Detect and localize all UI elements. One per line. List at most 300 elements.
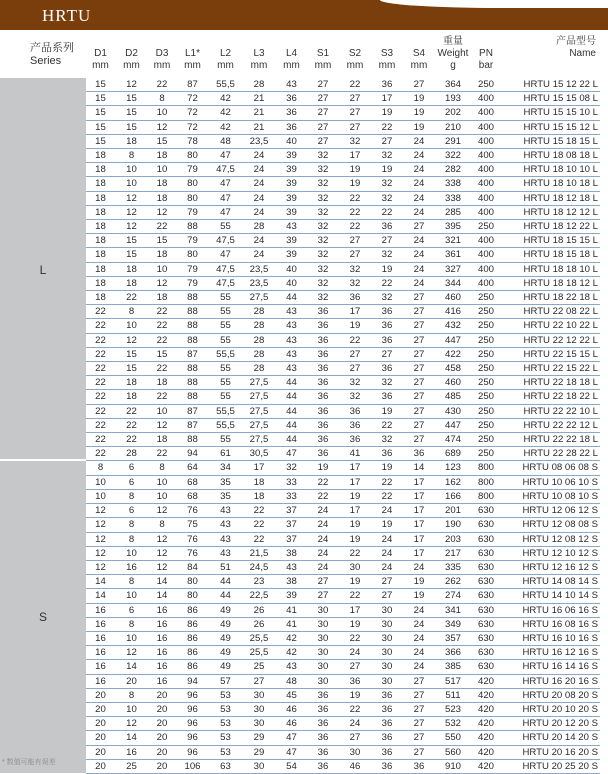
table-cell: 88 — [176, 390, 209, 404]
column-header-unit: bar — [478, 60, 494, 71]
table-cell: 17 — [339, 603, 371, 617]
table-cell: 39 — [276, 149, 307, 163]
table-cell: 79 — [176, 276, 209, 290]
table-cell: 8 — [115, 575, 148, 589]
table-cell: 32 — [339, 276, 371, 290]
footer-note: * 数值可能有误差 — [2, 759, 56, 766]
table-cell: 24 — [307, 560, 339, 574]
table-cell: 28 — [242, 78, 276, 92]
table-cell: 36 — [371, 78, 403, 92]
table-cell: 43 — [209, 532, 242, 546]
table-cell: 55 — [209, 333, 242, 347]
table-cell: 400 — [471, 205, 501, 219]
table-row — [86, 319, 600, 333]
table-cell: 55,5 — [209, 418, 242, 432]
table-cell: 24,5 — [242, 560, 276, 574]
product-name-cell: HRTU 16 20 16 S — [501, 674, 600, 688]
table-cell: 30 — [307, 660, 339, 674]
product-name-cell: HRTU 18 08 18 L — [501, 149, 600, 163]
table-cell: 28 — [242, 305, 276, 319]
table-cell: 18 — [86, 248, 115, 262]
table-cell: 36 — [371, 745, 403, 759]
table-cell: 86 — [176, 603, 209, 617]
table-cell: 27 — [403, 362, 435, 376]
table-cell: 43 — [276, 220, 307, 234]
table-cell: 17 — [403, 546, 435, 560]
table-cell: 76 — [176, 532, 209, 546]
table-cell: 88 — [176, 305, 209, 319]
table-cell: 27 — [307, 78, 339, 92]
table-row — [86, 589, 600, 603]
product-name-cell: HRTU 18 10 18 L — [501, 177, 600, 191]
table-cell: 32 — [371, 248, 403, 262]
table-cell: 86 — [176, 646, 209, 660]
table-cell: 37 — [276, 504, 307, 518]
table-cell: 80 — [176, 248, 209, 262]
table-cell: 19 — [339, 163, 371, 177]
table-cell: 47,5 — [209, 276, 242, 290]
table-cell: 285 — [435, 205, 471, 219]
table-cell: 6 — [115, 504, 148, 518]
table-cell: 30 — [242, 702, 276, 716]
table-cell: 15 — [86, 92, 115, 106]
table-cell: 22 — [339, 205, 371, 219]
table-cell: 28 — [242, 319, 276, 333]
table-cell: 10 — [148, 106, 176, 120]
product-name-cell: HRTU 12 06 12 S — [501, 504, 600, 518]
table-cell: 29 — [242, 745, 276, 759]
table-cell: 72 — [176, 120, 209, 134]
table-cell: 22 — [86, 333, 115, 347]
table-cell: 10 — [115, 319, 148, 333]
table-cell: 24 — [242, 163, 276, 177]
table-cell: 20 — [86, 731, 115, 745]
table-cell: 12 — [86, 518, 115, 532]
table-cell: 22 — [86, 319, 115, 333]
table-cell: 17 — [339, 461, 371, 475]
table-row — [86, 475, 600, 489]
table-cell: 18 — [115, 390, 148, 404]
table-cell: 17 — [371, 92, 403, 106]
table-row — [86, 532, 600, 546]
table-cell: 49 — [209, 660, 242, 674]
table-cell: 10 — [86, 475, 115, 489]
table-cell: 15 — [115, 106, 148, 120]
table-cell: 630 — [471, 575, 501, 589]
table-cell: 12 — [115, 333, 148, 347]
table-cell: 35 — [209, 489, 242, 503]
table-cell: 8 — [115, 518, 148, 532]
table-cell: 420 — [471, 731, 501, 745]
table-cell: 123 — [435, 461, 471, 475]
table-cell: 19 — [371, 106, 403, 120]
table-cell: 349 — [435, 617, 471, 631]
table-cell: 16 — [86, 646, 115, 660]
table-cell: 14 — [148, 589, 176, 603]
product-name-cell: HRTU 20 25 20 S — [501, 759, 600, 773]
table-cell: 64 — [176, 461, 209, 475]
table-cell: 689 — [435, 447, 471, 461]
table-cell: 44 — [276, 433, 307, 447]
table-cell: 27 — [307, 120, 339, 134]
table-row — [86, 362, 600, 376]
column-header-unit: mm — [92, 60, 109, 71]
table-cell: 27,5 — [242, 433, 276, 447]
table-cell: 511 — [435, 688, 471, 702]
table-cell: 420 — [471, 759, 501, 773]
column-header-label: D3 — [155, 48, 169, 59]
table-cell: 37 — [276, 518, 307, 532]
table-cell: 39 — [276, 205, 307, 219]
table-cell: 36 — [276, 106, 307, 120]
table-cell: 460 — [435, 376, 471, 390]
table-row — [86, 92, 600, 106]
table-cell: 21 — [242, 120, 276, 134]
table-cell: 43 — [276, 347, 307, 361]
table-cell: 30 — [242, 688, 276, 702]
table-cell: 36 — [371, 759, 403, 773]
product-name-cell: HRTU 22 22 18 L — [501, 433, 600, 447]
table-cell: 250 — [471, 305, 501, 319]
table-cell: 47 — [276, 447, 307, 461]
table-cell: 22 — [115, 291, 148, 305]
table-cell: 12 — [148, 546, 176, 560]
product-name-cell: HRTU 22 10 22 L — [501, 319, 600, 333]
table-cell: 80 — [176, 575, 209, 589]
table-cell: 44 — [209, 575, 242, 589]
table-cell: 24 — [242, 191, 276, 205]
table-cell: 12 — [115, 205, 148, 219]
table-cell: 27 — [403, 78, 435, 92]
table-cell: 47,5 — [209, 262, 242, 276]
product-name-cell: HRTU 22 28 22 L — [501, 447, 600, 461]
table-cell: 800 — [471, 461, 501, 475]
product-name-cell: HRTU 18 15 18 L — [501, 248, 600, 262]
product-name-cell: HRTU 18 15 15 L — [501, 234, 600, 248]
product-name-cell: HRTU 16 06 16 S — [501, 603, 600, 617]
table-row — [86, 702, 600, 716]
table-cell: 36 — [307, 433, 339, 447]
table-cell: 18 — [86, 234, 115, 248]
table-cell: 12 — [86, 560, 115, 574]
table-cell: 10 — [115, 631, 148, 645]
table-row — [86, 248, 600, 262]
table-cell: 6 — [115, 475, 148, 489]
column-header-top — [115, 36, 148, 48]
table-cell: 30 — [339, 560, 371, 574]
table-cell: 32 — [371, 191, 403, 205]
table-cell: 12 — [148, 276, 176, 290]
table-cell: 20 — [148, 688, 176, 702]
table-cell: 8 — [115, 688, 148, 702]
table-cell: 39 — [276, 191, 307, 205]
table-cell: 19 — [339, 575, 371, 589]
table-cell: 8 — [115, 617, 148, 631]
product-name-cell: HRTU 22 18 18 L — [501, 376, 600, 390]
table-cell: 430 — [435, 404, 471, 418]
table-cell: 36 — [307, 745, 339, 759]
table-cell: 75 — [176, 518, 209, 532]
table-cell: 28 — [242, 333, 276, 347]
table-cell: 6 — [115, 603, 148, 617]
table-cell: 24 — [307, 504, 339, 518]
table-cell: 27 — [371, 575, 403, 589]
table-cell: 88 — [176, 220, 209, 234]
table-cell: 12 — [115, 78, 148, 92]
table-cell: 30 — [371, 660, 403, 674]
table-cell: 24 — [403, 163, 435, 177]
table-cell: 24 — [403, 134, 435, 148]
table-cell: 27 — [403, 376, 435, 390]
table-cell: 20 — [115, 674, 148, 688]
table-cell: 55,5 — [209, 347, 242, 361]
column-header — [339, 36, 371, 82]
table-cell: 20 — [86, 688, 115, 702]
table-cell: 44 — [276, 291, 307, 305]
table-cell: 36 — [307, 731, 339, 745]
table-cell: 203 — [435, 532, 471, 546]
table-row — [86, 646, 600, 660]
table-cell: 22 — [148, 220, 176, 234]
column-header — [86, 36, 115, 82]
table-cell: 43 — [276, 362, 307, 376]
table-cell: 36 — [276, 120, 307, 134]
product-name-cell: HRTU 22 15 15 L — [501, 347, 600, 361]
table-cell: 22 — [242, 518, 276, 532]
table-cell: 22 — [148, 305, 176, 319]
table-cell: 36 — [307, 759, 339, 773]
table-cell: 21,5 — [242, 546, 276, 560]
table-cell: 27 — [339, 234, 371, 248]
table-cell: 420 — [471, 702, 501, 716]
table-cell: 22 — [339, 631, 371, 645]
column-header-top: 重量 — [443, 36, 463, 47]
table-cell: 10 — [148, 489, 176, 503]
table-cell: 49 — [209, 603, 242, 617]
product-name-cell: HRTU 20 14 20 S — [501, 731, 600, 745]
table-cell: 10 — [148, 404, 176, 418]
table-cell: 96 — [176, 717, 209, 731]
table-cell: 630 — [471, 546, 501, 560]
table-cell: 630 — [471, 660, 501, 674]
table-cell: 48 — [276, 674, 307, 688]
table-cell: 40 — [276, 262, 307, 276]
table-cell: 32 — [339, 134, 371, 148]
table-cell: 22 — [339, 78, 371, 92]
table-cell: 422 — [435, 347, 471, 361]
table-cell: 36 — [276, 92, 307, 106]
table-cell: 55 — [209, 319, 242, 333]
table-cell: 366 — [435, 646, 471, 660]
table-cell: 42 — [276, 631, 307, 645]
table-row — [86, 504, 600, 518]
table-cell: 72 — [176, 92, 209, 106]
table-cell: 630 — [471, 646, 501, 660]
table-cell: 416 — [435, 305, 471, 319]
table-cell: 32 — [339, 376, 371, 390]
table-cell: 24 — [403, 205, 435, 219]
table-cell: 24 — [339, 646, 371, 660]
table-cell: 16 — [148, 646, 176, 660]
table-row — [86, 120, 600, 134]
table-cell: 400 — [471, 149, 501, 163]
table-cell: 24 — [403, 631, 435, 645]
table-cell: 19 — [339, 688, 371, 702]
table-cell: 250 — [471, 319, 501, 333]
table-cell: 32 — [307, 220, 339, 234]
product-name-cell: HRTU 15 12 22 L — [501, 78, 600, 92]
table-cell: 10 — [86, 489, 115, 503]
table-cell: 36 — [339, 674, 371, 688]
column-header-unit: mm — [378, 60, 396, 71]
table-cell: 30 — [307, 617, 339, 631]
table-cell: 202 — [435, 106, 471, 120]
table-cell: 800 — [471, 489, 501, 503]
table-cell: 22 — [339, 589, 371, 603]
table-cell: 21 — [242, 106, 276, 120]
table-row — [86, 134, 600, 148]
table-cell: 88 — [176, 362, 209, 376]
table-cell: 32 — [307, 205, 339, 219]
table-cell: 335 — [435, 560, 471, 574]
column-header-label: D1 — [94, 48, 107, 59]
table-cell: 27 — [242, 674, 276, 688]
table-cell: 25,5 — [242, 631, 276, 645]
table-cell: 47 — [276, 745, 307, 759]
product-name-cell: HRTU 20 12 20 S — [501, 717, 600, 731]
table-cell: 18 — [86, 177, 115, 191]
table-cell: 24 — [307, 518, 339, 532]
product-table — [86, 78, 600, 774]
table-row — [86, 291, 600, 305]
table-cell: 25 — [115, 759, 148, 773]
table-cell: 47 — [209, 177, 242, 191]
table-cell: 19 — [403, 92, 435, 106]
table-cell: 27 — [403, 731, 435, 745]
table-cell: 36 — [307, 305, 339, 319]
table-cell: 27 — [307, 106, 339, 120]
table-cell: 29 — [242, 731, 276, 745]
table-cell: 400 — [471, 276, 501, 290]
table-cell: 79 — [176, 262, 209, 276]
table-cell: 40 — [276, 276, 307, 290]
table-cell: 43 — [276, 319, 307, 333]
table-cell: 400 — [471, 92, 501, 106]
column-header-top — [242, 36, 276, 48]
table-cell: 47,5 — [209, 163, 242, 177]
table-row — [86, 518, 600, 532]
table-cell: 41 — [276, 617, 307, 631]
table-cell: 32 — [307, 262, 339, 276]
table-cell: 250 — [471, 418, 501, 432]
table-cell: 43 — [209, 504, 242, 518]
table-cell: 88 — [176, 319, 209, 333]
column-header-top — [276, 36, 307, 48]
table-cell: 15 — [148, 134, 176, 148]
table-cell: 47 — [276, 731, 307, 745]
table-cell: 10 — [148, 475, 176, 489]
table-cell: 49 — [209, 646, 242, 660]
table-cell: 27 — [403, 333, 435, 347]
column-header-label: L3 — [253, 48, 265, 59]
table-cell: 250 — [471, 291, 501, 305]
table-cell: 630 — [471, 631, 501, 645]
table-cell: 27 — [339, 362, 371, 376]
table-cell: 630 — [471, 532, 501, 546]
table-cell: 27 — [403, 220, 435, 234]
table-cell: 36 — [371, 717, 403, 731]
table-cell: 32 — [307, 163, 339, 177]
table-cell: 80 — [176, 177, 209, 191]
table-cell: 36 — [371, 305, 403, 319]
table-cell: 10 — [148, 163, 176, 177]
column-header — [471, 36, 501, 82]
table-cell: 55 — [209, 220, 242, 234]
table-cell: 18 — [86, 262, 115, 276]
table-cell: 68 — [176, 475, 209, 489]
table-row — [86, 759, 600, 773]
table-cell: 27 — [371, 134, 403, 148]
table-cell: 19 — [403, 575, 435, 589]
table-cell: 61 — [209, 447, 242, 461]
table-cell: 27 — [307, 92, 339, 106]
product-table-body — [86, 78, 600, 773]
table-cell: 17 — [403, 489, 435, 503]
table-cell: 20 — [148, 717, 176, 731]
table-cell: 341 — [435, 603, 471, 617]
product-name-cell: HRTU 10 06 10 S — [501, 475, 600, 489]
table-cell: 364 — [435, 78, 471, 92]
table-cell: 19 — [371, 518, 403, 532]
table-cell: 36 — [339, 433, 371, 447]
table-cell: 36 — [403, 759, 435, 773]
product-name-cell: HRTU 18 22 18 L — [501, 291, 600, 305]
table-cell: 38 — [276, 546, 307, 560]
table-cell: 22 — [86, 433, 115, 447]
table-cell: 22 — [371, 205, 403, 219]
header-banner — [0, 0, 608, 30]
table-cell: 30 — [307, 674, 339, 688]
table-cell: 36 — [371, 333, 403, 347]
table-cell: 12 — [148, 504, 176, 518]
table-cell: 57 — [209, 674, 242, 688]
table-cell: 27 — [403, 347, 435, 361]
table-cell: 24 — [371, 504, 403, 518]
table-cell: 42 — [209, 92, 242, 106]
column-header-top — [148, 36, 176, 48]
product-name-cell: HRTU 16 12 16 S — [501, 646, 600, 660]
table-cell: 15 — [115, 347, 148, 361]
series-header-en: Series — [30, 55, 62, 67]
table-cell: 22 — [86, 347, 115, 361]
table-cell: 22 — [371, 418, 403, 432]
table-cell: 19 — [371, 262, 403, 276]
product-name-cell: HRTU 12 16 12 S — [501, 560, 600, 574]
table-cell: 55 — [209, 433, 242, 447]
table-cell: 27 — [403, 291, 435, 305]
table-cell: 36 — [307, 404, 339, 418]
table-cell: 12 — [115, 191, 148, 205]
product-name-cell: HRTU 22 15 22 L — [501, 362, 600, 376]
table-cell: 26 — [242, 617, 276, 631]
table-cell: 32 — [371, 177, 403, 191]
column-header-unit: mm — [250, 60, 268, 71]
table-cell: 76 — [176, 504, 209, 518]
product-name-cell: HRTU 14 10 14 S — [501, 589, 600, 603]
table-cell: 10 — [115, 589, 148, 603]
table-cell: 27 — [403, 404, 435, 418]
table-cell: 400 — [471, 163, 501, 177]
